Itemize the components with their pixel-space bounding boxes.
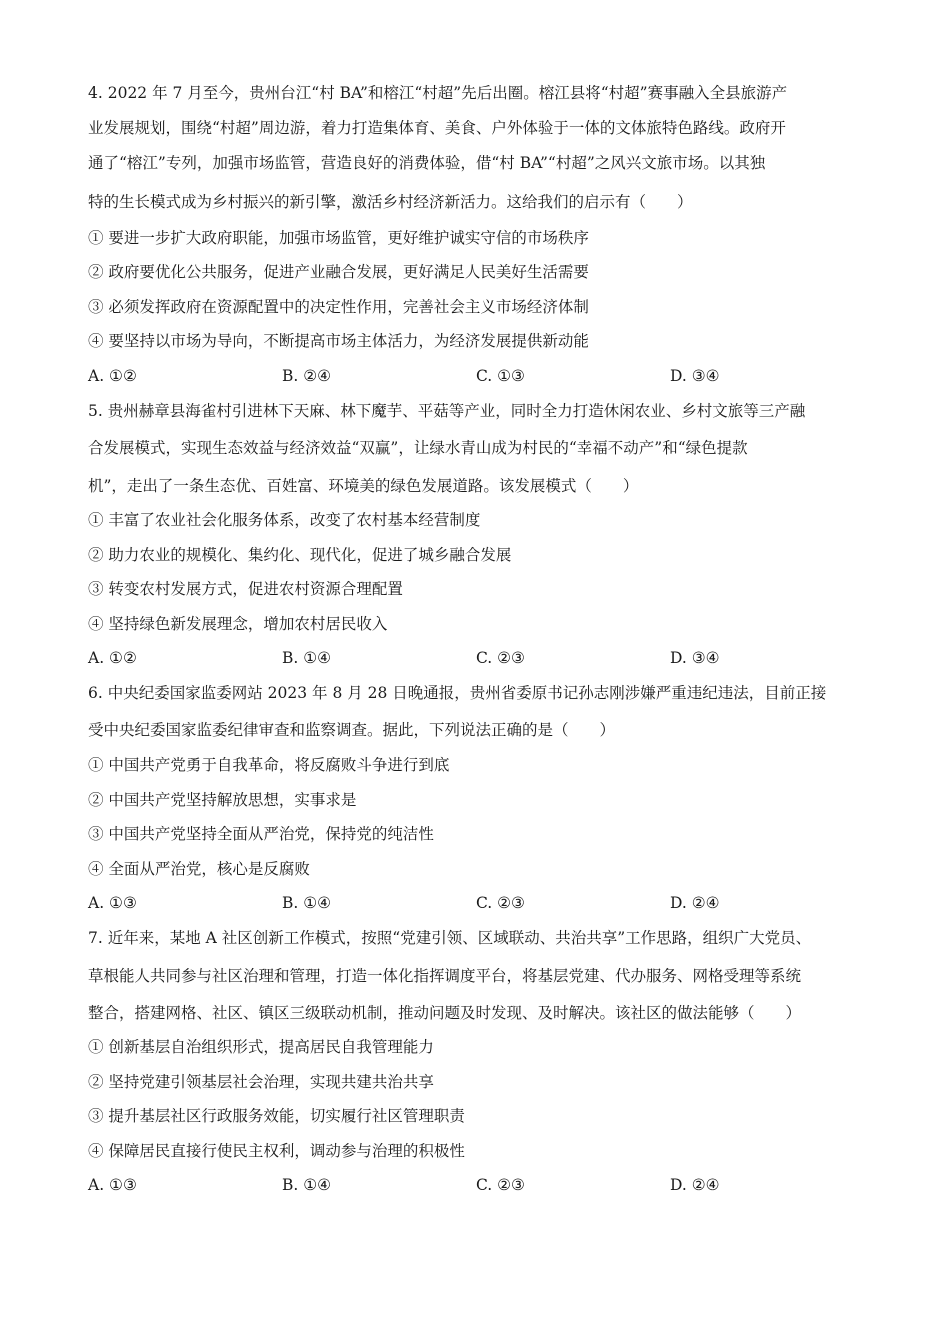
q7-option-c: C. ②③ <box>476 1176 525 1194</box>
q4-option-b: B. ②④ <box>282 367 332 385</box>
q4-statement-3: ③ 必须发挥政府在资源配置中的决定性作用，完善社会主义市场经济体制 <box>88 298 589 316</box>
q5-option-a: A. ①② <box>88 649 137 667</box>
q6-statement-1: ① 中国共产党勇于自我革命，将反腐败斗争进行到底 <box>88 756 450 774</box>
q6-option-a: A. ①③ <box>88 894 137 912</box>
q4-statement-1: ① 要进一步扩大政府职能，加强市场监管，更好维护诚实守信的市场秩序 <box>88 229 589 247</box>
q7-stem-line-3: 整合，搭建网格、社区、镇区三级联动机制，推动问题及时发现、及时解决。该社区的做法能够（ ） <box>88 1004 802 1022</box>
q5-option-d: D. ③④ <box>670 649 720 667</box>
q6-statement-2: ② 中国共产党坚持解放思想，实事求是 <box>88 791 357 809</box>
q7-option-b: B. ①④ <box>282 1176 332 1194</box>
q6-option-d: D. ②④ <box>670 894 720 912</box>
q4-statement-2: ② 政府要优化公共服务，促进产业融合发展，更好满足人民美好生活需要 <box>88 263 589 281</box>
q4-option-a: A. ①② <box>88 367 137 385</box>
q5-stem-line-3: 机”，走出了一条生态优、百姓富、环境美的绿色发展道路。该发展模式（ ） <box>88 477 639 495</box>
q6-statement-3: ③ 中国共产党坚持全面从严治党，保持党的纯洁性 <box>88 825 434 843</box>
q5-stem-line-1: 5. 贵州赫章县海雀村引进林下天麻、林下魔芋、平菇等产业，同时全力打造休闲农业、乡村文旅等三产融 <box>88 402 806 420</box>
q4-statement-4: ④ 要坚持以市场为导向，不断提高市场主体活力，为经济发展提供新动能 <box>88 332 589 350</box>
q6-option-c: C. ②③ <box>476 894 525 912</box>
q7-option-a: A. ①③ <box>88 1176 137 1194</box>
q7-statement-2: ② 坚持党建引领基层社会治理，实现共建共治共享 <box>88 1073 434 1091</box>
q4-option-c: C. ①③ <box>476 367 525 385</box>
q7-stem-line-1: 7. 近年来，某地 A 社区创新工作模式，按照“党建引领、区域联动、共治共享”工作思路，组织广大党员、 <box>88 929 812 947</box>
q5-option-c: C. ②③ <box>476 649 525 667</box>
q6-statement-4: ④ 全面从严治党，核心是反腐败 <box>88 860 310 878</box>
q7-stem-line-2: 草根能人共同参与社区治理和管理，打造一体化指挥调度平台，将基层党建、代办服务、网格受理等系统 <box>88 967 802 985</box>
q6-stem-line-1: 6. 中央纪委国家监委网站 2023 年 8 月 28 日晚通报，贵州省委原书记孙志刚涉嫌严重违纪违法，目前正接 <box>88 684 827 702</box>
q4-stem-line-4: 特的生长模式成为乡村振兴的新引擎，激活乡村经济新活力。这给我们的启示有（ ） <box>88 193 693 211</box>
q4-stem-line-3: 通了“榕江”专列，加强市场监管，营造良好的消费体验，借“村 BA”“村超”之风兴文旅市场。以其独 <box>88 154 766 172</box>
q4-stem-line-1: 4. 2022 年 7 月至今，贵州台江“村 BA”和榕江“村超”先后出圈。榕江县将“村超”赛事融入全县旅游产 <box>88 84 788 102</box>
q6-stem-line-2: 受中央纪委国家监委纪律审查和监察调查。据此，下列说法正确的是（ ） <box>88 721 616 739</box>
q5-statement-1: ① 丰富了农业社会化服务体系，改变了农村基本经营制度 <box>88 511 481 529</box>
q6-options <box>88 889 878 917</box>
q5-option-b: B. ①④ <box>282 649 332 667</box>
q7-statement-1: ① 创新基层自治组织形式，提高居民自我管理能力 <box>88 1038 434 1056</box>
q4-option-d: D. ③④ <box>670 367 720 385</box>
q6-option-b: B. ①④ <box>282 894 332 912</box>
q5-statement-2: ② 助力农业的规模化、集约化、现代化，促进了城乡融合发展 <box>88 546 512 564</box>
q7-options <box>88 1171 878 1199</box>
q5-options <box>88 644 878 672</box>
q7-statement-4: ④ 保障居民直接行使民主权利，调动参与治理的积极性 <box>88 1142 465 1160</box>
q4-options <box>88 362 878 390</box>
q7-statement-3: ③ 提升基层社区行政服务效能，切实履行社区管理职责 <box>88 1107 465 1125</box>
q7-option-d: D. ②④ <box>670 1176 720 1194</box>
q4-stem-line-2: 业发展规划，围绕“村超”周边游，着力打造集体育、美食、户外体验于一体的文体旅特色路线。政府开 <box>88 119 786 137</box>
q5-statement-3: ③ 转变农村发展方式，促进农村资源合理配置 <box>88 580 403 598</box>
q5-statement-4: ④ 坚持绿色新发展理念，增加农村居民收入 <box>88 615 388 633</box>
q5-stem-line-2: 合发展模式，实现生态效益与经济效益“双赢”，让绿水青山成为村民的“幸福不动产”和“绿色提款 <box>88 439 748 457</box>
